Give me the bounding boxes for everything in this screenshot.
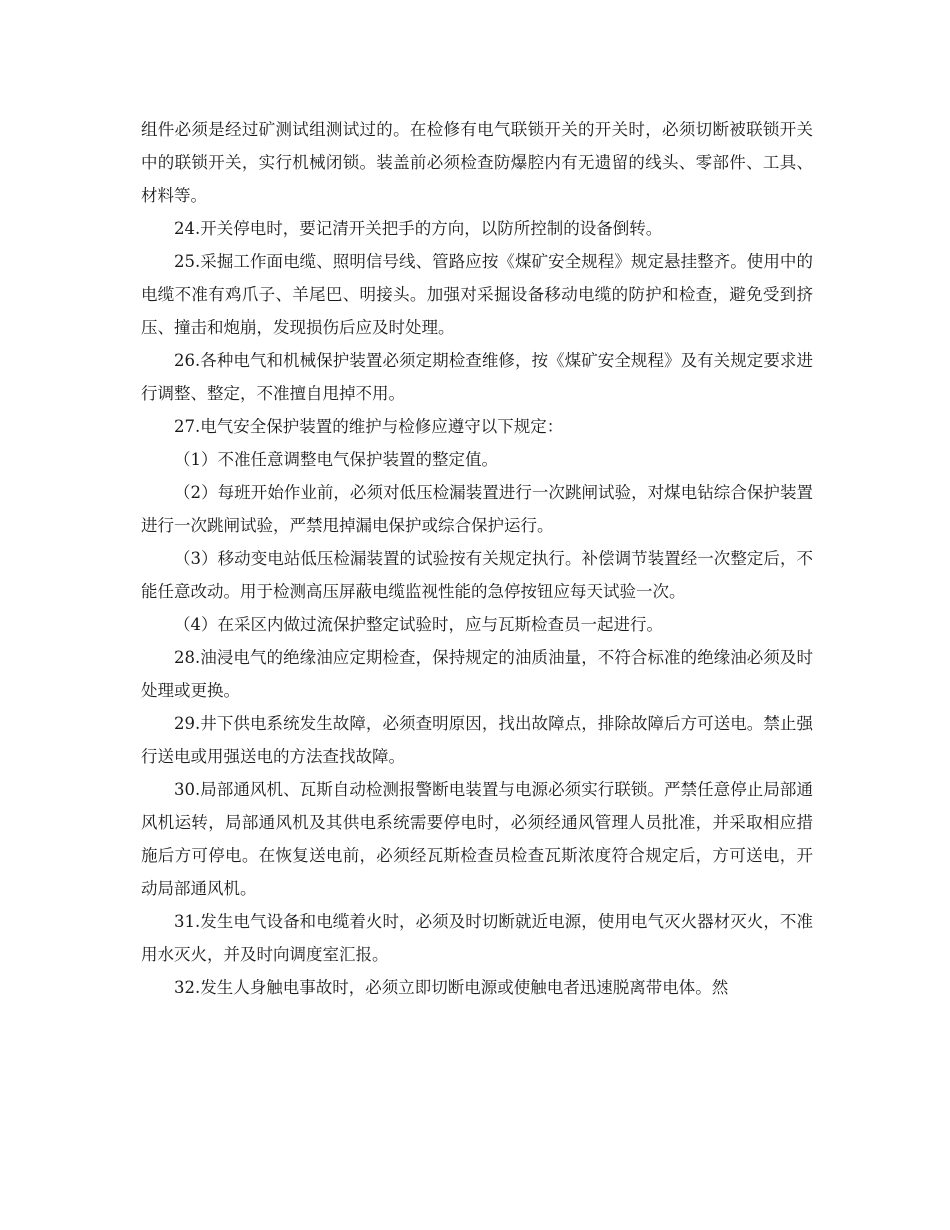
paragraph-item-27: 27.电气安全保护装置的维护与检修应遵守以下规定： — [174, 417, 564, 436]
paragraph-item-29: 29.井下供电系统发生故障，必须查明原因，找出故障点，排除故障后方可送电。禁止强行送电或用强送电的方法查找故障。 — [141, 714, 813, 766]
document-body — [141, 113, 813, 1004]
paragraph-item-32: 32.发生人身触电事故时，必须立即切断电源或使触电者迅速脱离带电体。然 — [174, 978, 729, 997]
paragraph-item-28: 28.油浸电气的绝缘油应定期检查，保持规定的油质油量，不符合标准的绝缘油必须及时处理或更换。 — [141, 648, 813, 700]
paragraph-subitem-1: （1）不准任意调整电气保护装置的整定值。 — [174, 450, 498, 469]
paragraph-item-31: 31.发生电气设备和电缆着火时，必须及时切断就近电源，使用电气灭火器材灭火，不准用水灭火，并及时向调度室汇报。 — [141, 912, 813, 964]
paragraph-subitem-3: （3）移动变电站低压检漏装置的试验按有关规定执行。补偿调节装置经一次整定后，不能任意改动。用于检测高压屏蔽电缆监视性能的急停按钮应每天试验一次。 — [141, 549, 813, 601]
paragraph-continuation: 组件必须是经过矿测试组测试过的。在检修有电气联锁开关的开关时，必须切断被联锁开关中的联锁开关，实行机械闭锁。装盖前必须检查防爆腔内有无遗留的线头、零部件、工具、材料等。 — [141, 120, 813, 205]
paragraph-item-24: 24.开关停电时，要记清开关把手的方向，以防所控制的设备倒转。 — [174, 219, 663, 238]
paragraph-subitem-2: （2）每班开始作业前，必须对低压检漏装置进行一次跳闸试验，对煤电钻综合保护装置进行一次跳闸试验，严禁甩掉漏电保护或综合保护运行。 — [141, 483, 813, 535]
paragraph-subitem-4: （4）在采区内做过流保护整定试验时，应与瓦斯检查员一起进行。 — [174, 615, 663, 634]
paragraph-item-25: 25.采掘工作面电缆、照明信号线、管路应按《煤矿安全规程》规定悬挂整齐。使用中的电缆不准有鸡爪子、羊尾巴、明接头。加强对采掘设备移动电缆的防护和检查，避免受到挤压、撞击和炮崩，发现损伤后应及时处理。 — [141, 252, 813, 337]
paragraph-item-30: 30.局部通风机、瓦斯自动检测报警断电装置与电源必须实行联锁。严禁任意停止局部通风机运转，局部通风机及其供电系统需要停电时，必须经通风管理人员批准，并采取相应措施后方可停电。在恢复送电前，必须经瓦斯检查员检查瓦斯浓度符合规定后，方可送电，开动局部通风机。 — [141, 780, 813, 898]
paragraph-item-26: 26.各种电气和机械保护装置必须定期检查维修，按《煤矿安全规程》及有关规定要求进行调整、整定，不准擅自甩掉不用。 — [141, 351, 813, 403]
